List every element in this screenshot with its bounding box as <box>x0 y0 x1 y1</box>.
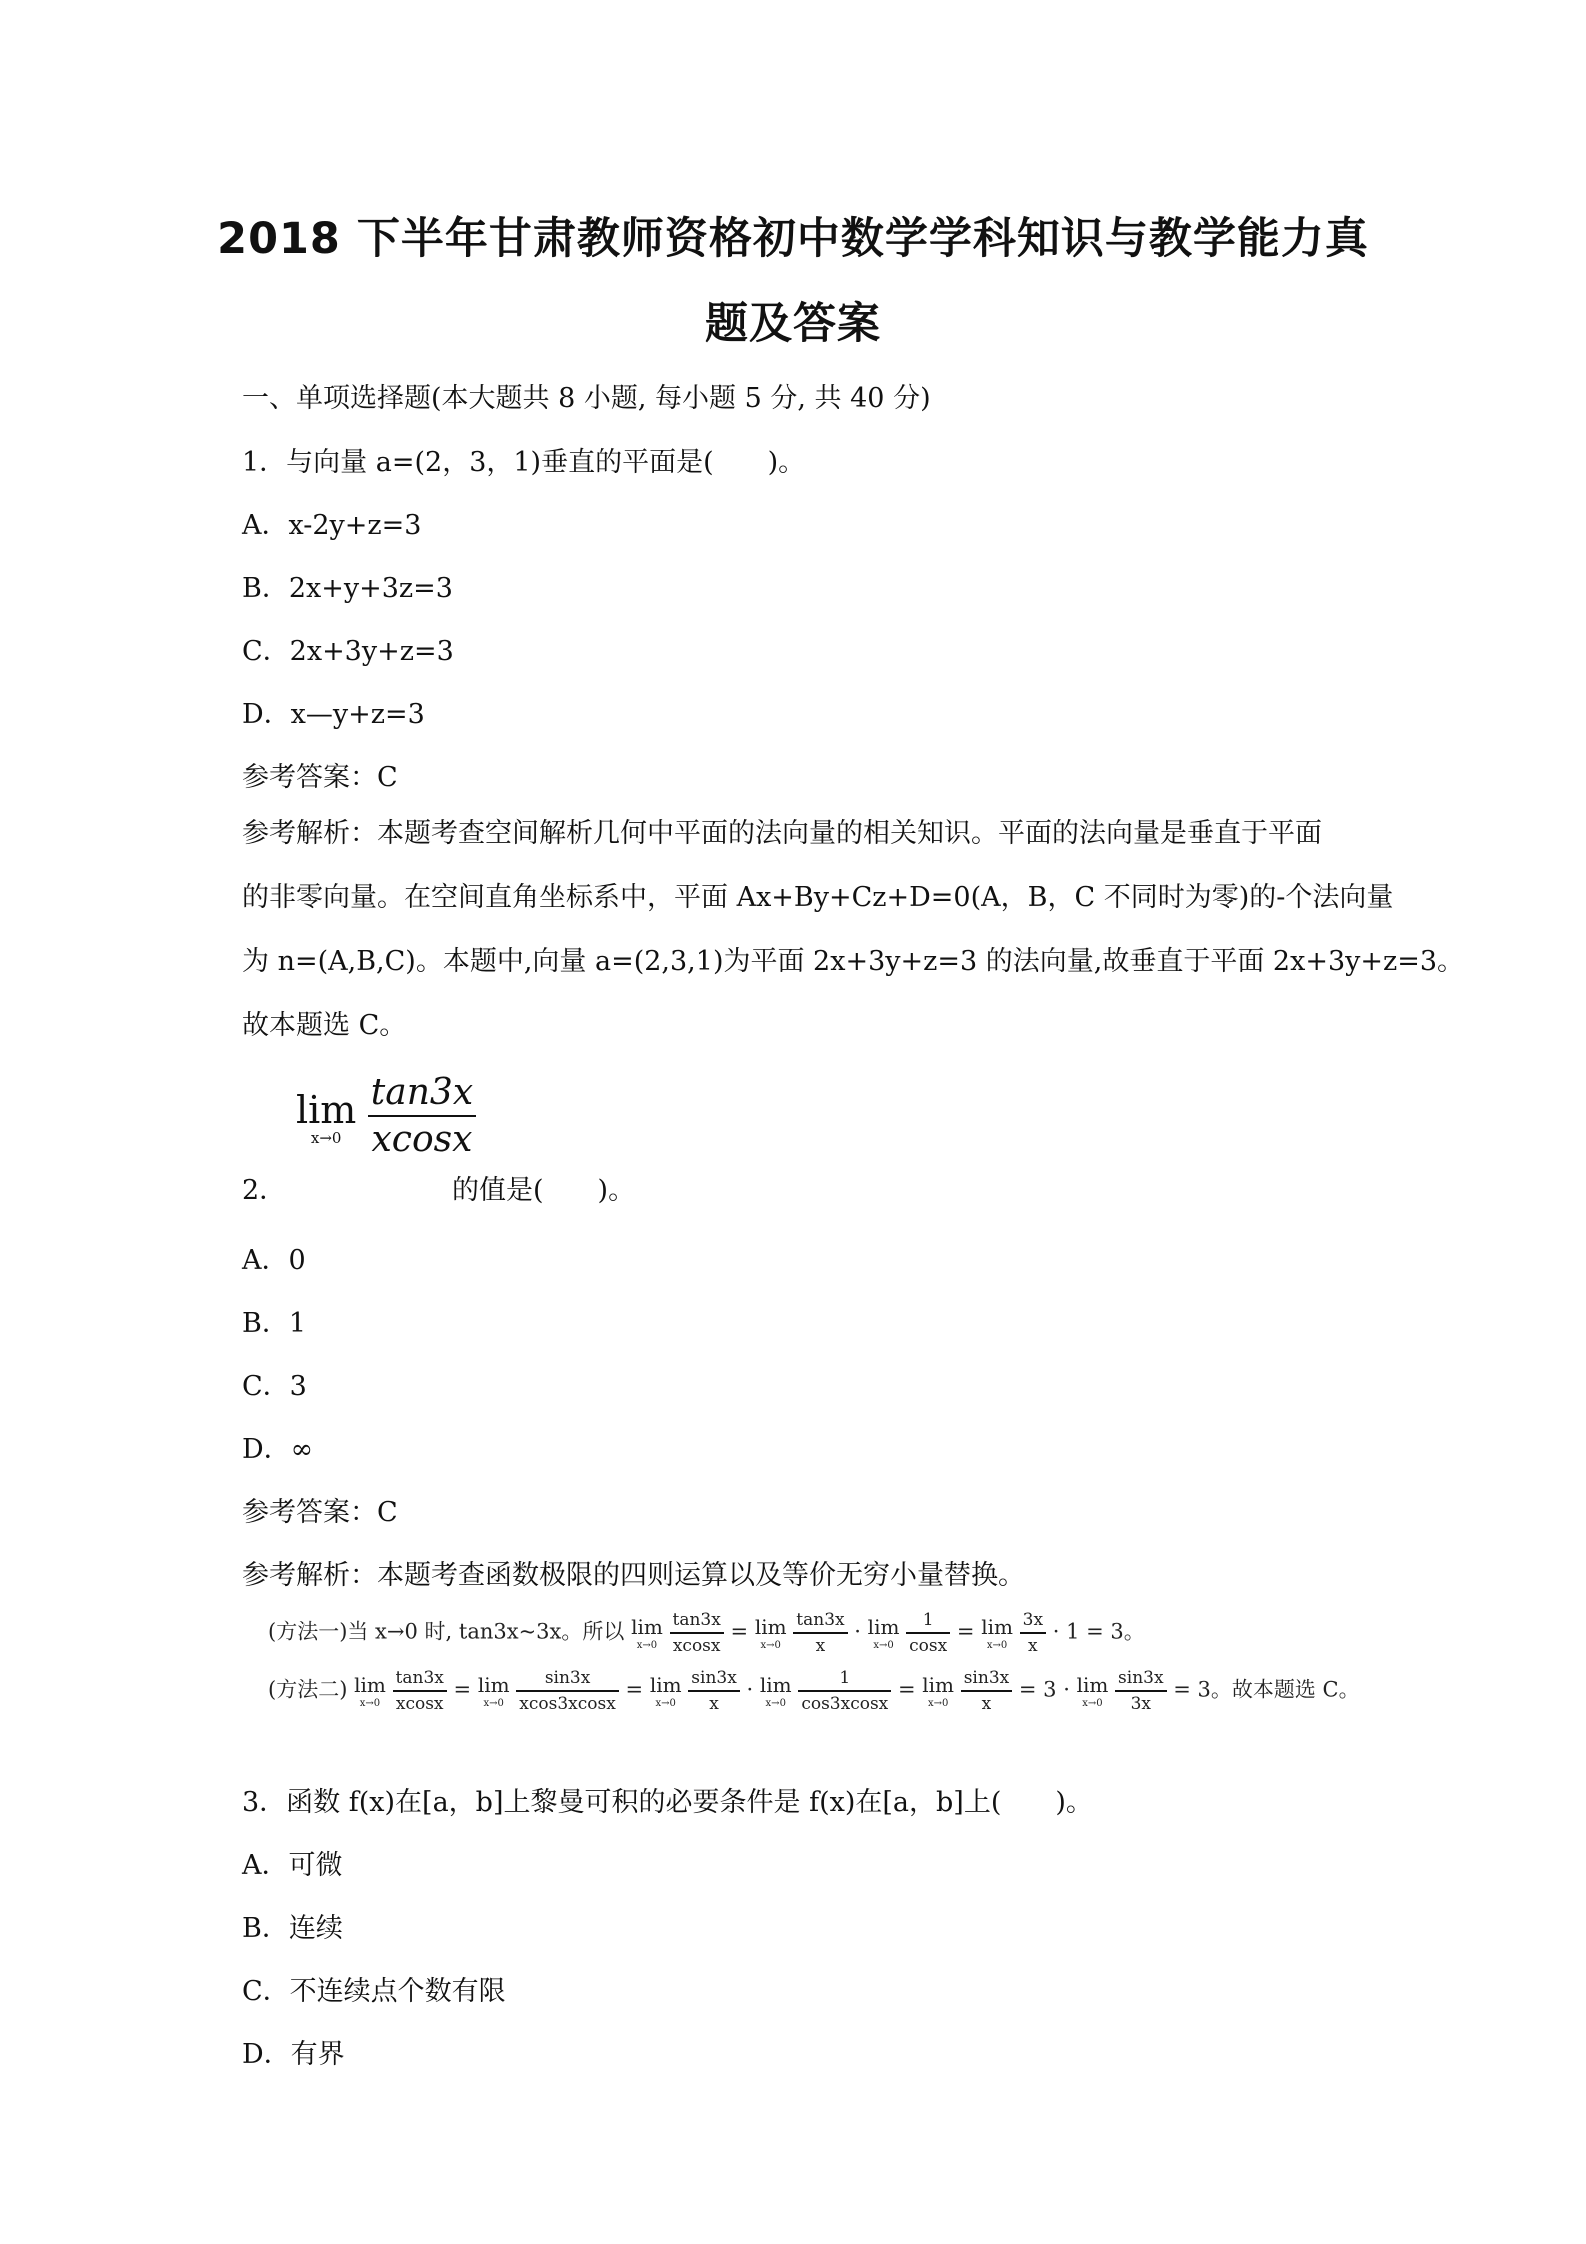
frac-den: cos3xcosx <box>801 1694 889 1714</box>
lim-text: lim <box>867 1614 900 1639</box>
frac-num: tan3x <box>793 1610 847 1634</box>
lim-sub: x→0 <box>765 1697 786 1709</box>
equals: = <box>897 1677 916 1702</box>
lim-text: lim <box>981 1614 1013 1639</box>
lim-sub: x→0 <box>760 1639 781 1651</box>
method2-mid: = 3 · <box>1018 1677 1070 1702</box>
frac-den: cosx <box>909 1636 948 1656</box>
q2-answer: 参考答案：C <box>242 1497 398 1528</box>
frac-num: sin3x <box>1115 1668 1167 1692</box>
q3-option-a: A．可微 <box>242 1850 343 1881</box>
q1-analysis-line2: 的非零向量。在空间直角坐标系中，平面 Ax+By+Cz+D=0(A，B，C 不同时为零)的-个法向量 <box>242 882 1394 913</box>
q3-option-c: C．不连续点个数有限 <box>242 1976 506 2007</box>
lim-text: lim <box>631 1614 663 1639</box>
method2-lim4 <box>760 1673 792 1710</box>
q3-stem: 3．函数 f(x)在[a，b]上黎曼可积的必要条件是 f(x)在[a，b]上( )。 <box>242 1787 1093 1818</box>
lim-sub: x→0 <box>636 1639 658 1651</box>
dot: · <box>746 1677 754 1702</box>
q2-option-a: A．0 <box>242 1245 306 1276</box>
q1-analysis-line4: 故本题选 C。 <box>242 1010 407 1041</box>
equals: = <box>625 1677 644 1702</box>
q2-method2 <box>268 1668 1360 1714</box>
method1-lim1 <box>631 1615 663 1652</box>
doc-title-line1: 2018 下半年甘肃教师资格初中数学学科知识与教学能力真 <box>217 214 1369 264</box>
q1-option-c: C．2x+3y+z=3 <box>242 636 454 667</box>
method2-lim1 <box>354 1673 386 1710</box>
q1-option-a: A．x-2y+z=3 <box>242 510 422 541</box>
frac-den: xcos3xcosx <box>519 1694 616 1714</box>
q2-lim <box>296 1088 356 1145</box>
lim-text: lim <box>1076 1672 1109 1697</box>
frac-num: sin3x <box>961 1668 1013 1692</box>
q2-numerator: tan3x <box>368 1072 476 1117</box>
q1-option-d: D．x—y+z=3 <box>242 699 425 730</box>
q2-option-b: B．1 <box>242 1308 307 1339</box>
method2-lim3 <box>650 1673 682 1710</box>
method2-frac5 <box>961 1668 1013 1714</box>
method2-frac6 <box>1115 1668 1167 1714</box>
frac-den: x <box>815 1636 826 1656</box>
method2-lim5 <box>922 1673 954 1710</box>
q1-option-b: B．2x+y+3z=3 <box>242 573 453 604</box>
q3-option-b: B．连续 <box>242 1913 343 1944</box>
method2-lim2 <box>478 1673 510 1710</box>
method1-prefix: (方法一)当 x→0 时, tan3x~3x。所以 <box>268 1619 625 1644</box>
dot: · <box>854 1619 861 1644</box>
lim-text: lim <box>754 1614 787 1639</box>
q2-number: 2． <box>242 1175 287 1206</box>
lim-sub: x→0 <box>1082 1697 1103 1709</box>
lim-sub: x→0 <box>359 1697 381 1709</box>
method2-frac3 <box>688 1668 740 1714</box>
q2-limit-expression <box>296 1072 476 1160</box>
lim-sub: x→0 <box>483 1697 504 1709</box>
q2-lim-sub: x→0 <box>310 1128 342 1147</box>
lim-sub: x→0 <box>655 1697 676 1709</box>
equals: = <box>453 1677 472 1702</box>
method2-end: = 3。故本题选 C。 <box>1173 1677 1360 1702</box>
frac-den: x <box>1028 1636 1038 1656</box>
method2-prefix: (方法二) <box>268 1677 348 1702</box>
method2-frac1 <box>393 1668 447 1714</box>
method1-lim4 <box>981 1615 1013 1652</box>
equals: = <box>730 1619 749 1644</box>
q2-option-c: C．3 <box>242 1371 307 1402</box>
frac-num: 3x <box>1020 1610 1046 1634</box>
q2-option-d: D．∞ <box>242 1434 314 1465</box>
lim-text: lim <box>477 1672 510 1697</box>
q1-answer: 参考答案：C <box>242 762 398 793</box>
lim-text: lim <box>759 1672 792 1697</box>
method1-frac3 <box>906 1610 950 1656</box>
frac-num: 1 <box>906 1610 950 1634</box>
frac-den: xcosx <box>395 1694 444 1714</box>
method1-lim2 <box>755 1615 787 1652</box>
q3-option-d: D．有界 <box>242 2039 345 2070</box>
lim-text: lim <box>922 1672 955 1697</box>
q1-analysis-line1: 参考解析：本题考查空间解析几何中平面的法向量的相关知识。平面的法向量是垂直于平面 <box>242 818 1322 849</box>
method2-lim6 <box>1077 1673 1109 1710</box>
q2-analysis: 参考解析：本题考查函数极限的四则运算以及等价无穷小量替换。 <box>242 1560 1025 1591</box>
frac-num: tan3x <box>670 1610 724 1634</box>
lim-sub: x→0 <box>986 1639 1008 1651</box>
section-heading: 一、单项选择题(本大题共 8 小题, 每小题 5 分, 共 40 分) <box>242 383 931 414</box>
frac-den: 3x <box>1130 1694 1151 1714</box>
q2-suffix: 的值是( )。 <box>452 1175 636 1206</box>
q1-analysis-line3: 为 n=(A,B,C)。本题中,向量 a=(2,3,1)为平面 2x+3y+z=3 的法向量,故垂直于平面 2x+3y+z=3。 <box>242 946 1465 977</box>
lim-text: lim <box>354 1672 386 1697</box>
q2-fraction <box>368 1072 476 1160</box>
frac-num: sin3x <box>516 1668 619 1692</box>
equals: = <box>956 1619 975 1644</box>
method1-frac2 <box>793 1610 847 1656</box>
doc-title-line2: 题及答案 <box>705 299 881 349</box>
lim-text: lim <box>649 1672 682 1697</box>
frac-den: xcosx <box>672 1636 721 1656</box>
method2-frac4 <box>798 1668 891 1714</box>
frac-den: x <box>981 1694 992 1714</box>
frac-num: tan3x <box>393 1668 447 1692</box>
q2-denominator: xcosx <box>371 1119 473 1160</box>
method2-frac2 <box>516 1668 619 1714</box>
method1-frac1 <box>670 1610 724 1656</box>
q1-stem: 1．与向量 a=(2，3，1)垂直的平面是( )。 <box>242 447 806 478</box>
frac-den: x <box>709 1694 719 1714</box>
method1-lim3 <box>868 1615 900 1652</box>
lim-sub: x→0 <box>873 1639 894 1651</box>
lim-sub: x→0 <box>927 1697 949 1709</box>
q1-analysis <box>242 802 1465 1058</box>
frac-num: 1 <box>798 1668 891 1692</box>
q2-method1 <box>268 1610 1145 1656</box>
frac-num: sin3x <box>688 1668 740 1692</box>
method1-frac4 <box>1020 1610 1046 1656</box>
q2-lim-text: lim <box>296 1087 357 1132</box>
method1-end: · 1 = 3。 <box>1052 1619 1145 1644</box>
